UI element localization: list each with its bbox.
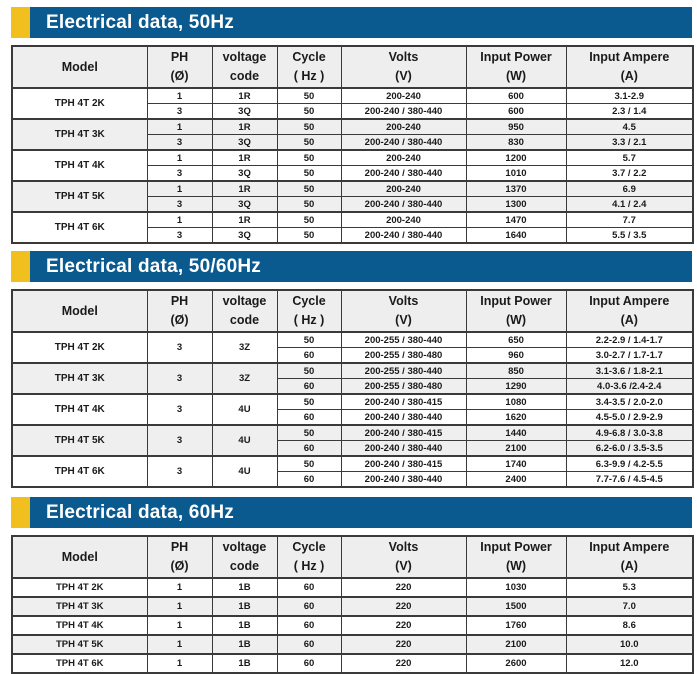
ampere-cell: 3.0-2.7 / 1.7-1.7 <box>566 348 693 364</box>
code-cell: 1B <box>212 597 277 616</box>
power-cell: 960 <box>466 348 566 364</box>
header-voltage-code: voltage code <box>212 536 277 578</box>
volts-cell: 200-240 / 380-440 <box>341 472 466 488</box>
electrical-table-60hz <box>11 535 694 674</box>
table-row <box>12 119 693 135</box>
ampere-cell: 3.3 / 2.1 <box>566 135 693 151</box>
power-cell: 2100 <box>466 635 566 654</box>
ampere-cell: 2.2-2.9 / 1.4-1.7 <box>566 332 693 348</box>
ph-cell: 1 <box>147 616 212 635</box>
header-volts: Volts (V) <box>341 46 466 88</box>
cycle-cell: 60 <box>277 410 341 426</box>
cycle-cell: 60 <box>277 348 341 364</box>
power-cell: 1300 <box>466 197 566 213</box>
cycle-cell: 50 <box>277 166 341 182</box>
power-cell: 1500 <box>466 597 566 616</box>
power-cell: 1200 <box>466 150 566 166</box>
code-cell: 1R <box>212 181 277 197</box>
volts-cell: 200-255 / 380-440 <box>341 363 466 379</box>
model-cell: TPH 4T 5K <box>12 181 147 212</box>
volts-cell: 200-240 <box>341 181 466 197</box>
model-cell: TPH 4T 3K <box>12 119 147 150</box>
table-row <box>12 578 693 597</box>
volts-cell: 220 <box>341 597 466 616</box>
header-volts: Volts (V) <box>341 290 466 332</box>
model-cell: TPH 4T 6K <box>12 212 147 243</box>
volts-cell: 200-255 / 380-440 <box>341 332 466 348</box>
cycle-cell: 50 <box>277 119 341 135</box>
volts-cell: 200-240 / 380-440 <box>341 228 466 244</box>
table-row <box>12 150 693 166</box>
section-banner <box>11 7 692 38</box>
ampere-cell: 6.9 <box>566 181 693 197</box>
ampere-cell: 7.0 <box>566 597 693 616</box>
header-cycle: Cycle ( Hz ) <box>277 536 341 578</box>
volts-cell: 200-240 / 380-415 <box>341 394 466 410</box>
code-cell: 4U <box>212 394 277 425</box>
ph-cell: 3 <box>147 197 212 213</box>
code-cell: 3Q <box>212 166 277 182</box>
header-ph: PH (Ø) <box>147 536 212 578</box>
volts-cell: 200-255 / 380-480 <box>341 348 466 364</box>
power-cell: 650 <box>466 332 566 348</box>
code-cell: 1B <box>212 635 277 654</box>
power-cell: 2400 <box>466 472 566 488</box>
header-input-power: Input Power (W) <box>466 290 566 332</box>
code-cell: 3Q <box>212 104 277 120</box>
table-row <box>12 332 693 348</box>
volts-cell: 220 <box>341 654 466 673</box>
code-cell: 3Q <box>212 197 277 213</box>
power-cell: 2100 <box>466 441 566 457</box>
ampere-cell: 3.1-3.6 / 1.8-2.1 <box>566 363 693 379</box>
table-row <box>12 88 693 104</box>
header-model: Model <box>12 46 147 88</box>
model-cell: TPH 4T 5K <box>12 635 147 654</box>
ph-cell: 3 <box>147 394 212 425</box>
table-header <box>12 46 693 88</box>
ampere-cell: 5.5 / 3.5 <box>566 228 693 244</box>
cycle-cell: 50 <box>277 456 341 472</box>
cycle-cell: 50 <box>277 425 341 441</box>
ampere-cell: 4.1 / 2.4 <box>566 197 693 213</box>
ph-cell: 3 <box>147 425 212 456</box>
section-title: Electrical data, 50/60Hz <box>46 256 261 277</box>
power-cell: 1370 <box>466 181 566 197</box>
code-cell: 3Q <box>212 228 277 244</box>
volts-cell: 220 <box>341 578 466 597</box>
accent-bar <box>11 251 30 282</box>
header-voltage-code: voltage code <box>212 46 277 88</box>
cycle-cell: 60 <box>277 379 341 395</box>
code-cell: 4U <box>212 456 277 487</box>
volts-cell: 220 <box>341 635 466 654</box>
volts-cell: 200-240 <box>341 88 466 104</box>
code-cell: 1R <box>212 150 277 166</box>
volts-cell: 200-240 / 380-440 <box>341 135 466 151</box>
section-50-60hz <box>11 251 692 488</box>
code-cell: 3Z <box>212 332 277 363</box>
volts-cell: 200-240 <box>341 150 466 166</box>
ph-cell: 1 <box>147 181 212 197</box>
power-cell: 1620 <box>466 410 566 426</box>
accent-bar <box>11 7 30 38</box>
cycle-cell: 50 <box>277 104 341 120</box>
cycle-cell: 50 <box>277 150 341 166</box>
ampere-cell: 5.3 <box>566 578 693 597</box>
power-cell: 1470 <box>466 212 566 228</box>
code-cell: 1R <box>212 212 277 228</box>
ampere-cell: 6.3-9.9 / 4.2-5.5 <box>566 456 693 472</box>
ampere-cell: 7.7 <box>566 212 693 228</box>
ampere-cell: 7.7-7.6 / 4.5-4.5 <box>566 472 693 488</box>
model-cell: TPH 4T 3K <box>12 363 147 394</box>
volts-cell: 220 <box>341 616 466 635</box>
ampere-cell: 2.3 / 1.4 <box>566 104 693 120</box>
code-cell: 1B <box>212 578 277 597</box>
section-banner <box>11 251 692 282</box>
model-cell: TPH 4T 2K <box>12 578 147 597</box>
cycle-cell: 50 <box>277 394 341 410</box>
ph-cell: 1 <box>147 597 212 616</box>
table-header <box>12 536 693 578</box>
cycle-cell: 50 <box>277 363 341 379</box>
header-model: Model <box>12 290 147 332</box>
cycle-cell: 50 <box>277 212 341 228</box>
ph-cell: 3 <box>147 228 212 244</box>
cycle-cell: 60 <box>277 654 341 673</box>
volts-cell: 200-255 / 380-480 <box>341 379 466 395</box>
cycle-cell: 50 <box>277 332 341 348</box>
header-cycle: Cycle ( Hz ) <box>277 290 341 332</box>
electrical-table-50hz <box>11 45 694 244</box>
cycle-cell: 50 <box>277 228 341 244</box>
model-cell: TPH 4T 2K <box>12 88 147 119</box>
table-row <box>12 394 693 410</box>
power-cell: 1440 <box>466 425 566 441</box>
cycle-cell: 50 <box>277 197 341 213</box>
power-cell: 600 <box>466 104 566 120</box>
power-cell: 2600 <box>466 654 566 673</box>
accent-bar <box>11 497 30 528</box>
ampere-cell: 8.6 <box>566 616 693 635</box>
ampere-cell: 5.7 <box>566 150 693 166</box>
power-cell: 1740 <box>466 456 566 472</box>
ph-cell: 3 <box>147 363 212 394</box>
table-row <box>12 597 693 616</box>
model-cell: TPH 4T 6K <box>12 456 147 487</box>
model-cell: TPH 4T 2K <box>12 332 147 363</box>
model-cell: TPH 4T 4K <box>12 394 147 425</box>
code-cell: 4U <box>212 425 277 456</box>
header-input-power: Input Power (W) <box>466 536 566 578</box>
ampere-cell: 10.0 <box>566 635 693 654</box>
section-50hz <box>11 7 692 244</box>
ph-cell: 3 <box>147 166 212 182</box>
ph-cell: 1 <box>147 578 212 597</box>
model-cell: TPH 4T 4K <box>12 616 147 635</box>
model-cell: TPH 4T 4K <box>12 150 147 181</box>
cycle-cell: 60 <box>277 441 341 457</box>
table-row <box>12 654 693 673</box>
power-cell: 830 <box>466 135 566 151</box>
cycle-cell: 50 <box>277 135 341 151</box>
ampere-cell: 4.5 <box>566 119 693 135</box>
table-row <box>12 181 693 197</box>
power-cell: 850 <box>466 363 566 379</box>
ampere-cell: 4.0-3.6 /2.4-2.4 <box>566 379 693 395</box>
header-voltage-code: voltage code <box>212 290 277 332</box>
volts-cell: 200-240 / 380-440 <box>341 166 466 182</box>
cycle-cell: 60 <box>277 472 341 488</box>
section-60hz <box>11 497 692 674</box>
header-input-ampere: Input Ampere (A) <box>566 46 693 88</box>
model-cell: TPH 4T 3K <box>12 597 147 616</box>
power-cell: 950 <box>466 119 566 135</box>
ampere-cell: 3.4-3.5 / 2.0-2.0 <box>566 394 693 410</box>
ph-cell: 1 <box>147 119 212 135</box>
ph-cell: 3 <box>147 104 212 120</box>
table-row <box>12 635 693 654</box>
ph-cell: 1 <box>147 150 212 166</box>
section-title: Electrical data, 60Hz <box>46 502 234 523</box>
power-cell: 1080 <box>466 394 566 410</box>
electrical-table-50-60hz <box>11 289 694 488</box>
header-ph: PH (Ø) <box>147 46 212 88</box>
ph-cell: 1 <box>147 88 212 104</box>
ampere-cell: 3.1-2.9 <box>566 88 693 104</box>
cycle-cell: 60 <box>277 597 341 616</box>
code-cell: 1B <box>212 654 277 673</box>
ph-cell: 1 <box>147 212 212 228</box>
volts-cell: 200-240 / 380-440 <box>341 197 466 213</box>
ampere-cell: 4.5-5.0 / 2.9-2.9 <box>566 410 693 426</box>
power-cell: 1760 <box>466 616 566 635</box>
table-header <box>12 290 693 332</box>
cycle-cell: 60 <box>277 635 341 654</box>
model-cell: TPH 4T 6K <box>12 654 147 673</box>
model-cell: TPH 4T 5K <box>12 425 147 456</box>
code-cell: 1R <box>212 119 277 135</box>
header-input-ampere: Input Ampere (A) <box>566 536 693 578</box>
volts-cell: 200-240 <box>341 119 466 135</box>
volts-cell: 200-240 / 380-440 <box>341 104 466 120</box>
volts-cell: 200-240 <box>341 212 466 228</box>
code-cell: 3Z <box>212 363 277 394</box>
header-volts: Volts (V) <box>341 536 466 578</box>
ampere-cell: 12.0 <box>566 654 693 673</box>
ph-cell: 1 <box>147 654 212 673</box>
cycle-cell: 50 <box>277 88 341 104</box>
ph-cell: 1 <box>147 635 212 654</box>
ph-cell: 3 <box>147 135 212 151</box>
cycle-cell: 60 <box>277 616 341 635</box>
volts-cell: 200-240 / 380-440 <box>341 410 466 426</box>
header-input-ampere: Input Ampere (A) <box>566 290 693 332</box>
power-cell: 1640 <box>466 228 566 244</box>
table-row <box>12 425 693 441</box>
code-cell: 1B <box>212 616 277 635</box>
ampere-cell: 3.7 / 2.2 <box>566 166 693 182</box>
code-cell: 3Q <box>212 135 277 151</box>
volts-cell: 200-240 / 380-440 <box>341 441 466 457</box>
table-row <box>12 456 693 472</box>
power-cell: 600 <box>466 88 566 104</box>
volts-cell: 200-240 / 380-415 <box>341 425 466 441</box>
cycle-cell: 60 <box>277 578 341 597</box>
power-cell: 1010 <box>466 166 566 182</box>
ph-cell: 3 <box>147 456 212 487</box>
ampere-cell: 6.2-6.0 / 3.5-3.5 <box>566 441 693 457</box>
section-title: Electrical data, 50Hz <box>46 12 234 33</box>
cycle-cell: 50 <box>277 181 341 197</box>
table-row <box>12 616 693 635</box>
ampere-cell: 4.9-6.8 / 3.0-3.8 <box>566 425 693 441</box>
ph-cell: 3 <box>147 332 212 363</box>
header-ph: PH (Ø) <box>147 290 212 332</box>
power-cell: 1290 <box>466 379 566 395</box>
header-model: Model <box>12 536 147 578</box>
table-row <box>12 363 693 379</box>
volts-cell: 200-240 / 380-415 <box>341 456 466 472</box>
code-cell: 1R <box>212 88 277 104</box>
header-input-power: Input Power (W) <box>466 46 566 88</box>
power-cell: 1030 <box>466 578 566 597</box>
table-row <box>12 212 693 228</box>
section-banner <box>11 497 692 528</box>
header-cycle: Cycle ( Hz ) <box>277 46 341 88</box>
